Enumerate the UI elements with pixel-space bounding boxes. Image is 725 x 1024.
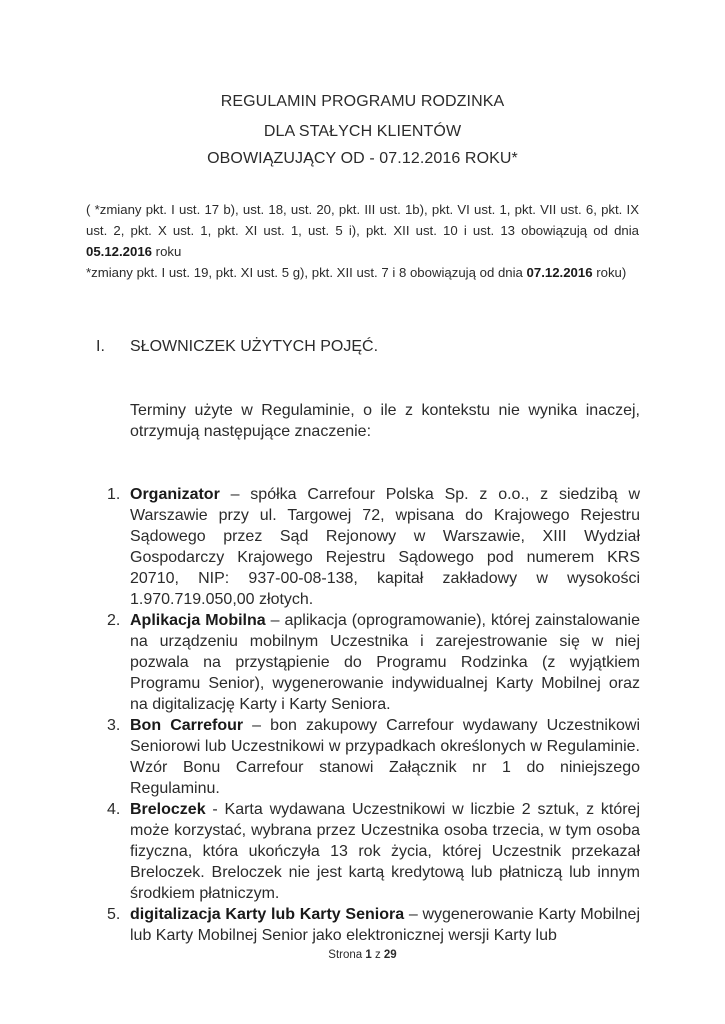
- definition-term: digitalizacja Karty lub Karty Seniora: [130, 906, 405, 923]
- definition-term: Aplikacja Mobilna: [130, 612, 266, 629]
- amendment-note-1: ( *zmiany pkt. I ust. 17 b), ust. 18, ust. 20, pkt. III ust. 1b), pkt. VI ust. 1, pkt. VII ust. 6, pkt. IX ust. 2, pkt. X ust. 1, pkt. XI ust. 1, ust. 5 i), pkt. XII ust. 10 i ust. 13 obowiązują od dnia 05.12.2016 roku: [86, 202, 639, 259]
- amendment-date-2: 07.12.2016: [526, 265, 593, 280]
- document-title-line-1: REGULAMIN PROGRAMU RODZINKA: [220, 93, 505, 110]
- total-pages-number: 29: [383, 949, 397, 961]
- current-page-number: 1: [365, 949, 372, 961]
- document-title-line-3: OBOWIĄZUJĄCY OD - 07.12.2016 ROKU*: [207, 150, 518, 167]
- section-title: SŁOWNICZEK UŻYTYCH POJĘĆ.: [130, 338, 379, 355]
- definition-term: Organizator: [130, 486, 220, 503]
- document-title-line-2: DLA STAŁYCH KLIENTÓW: [263, 123, 462, 140]
- definition-item: 2. Aplikacja Mobilna – aplikacja (oprogramowanie), której zainstalowanie na urządzeniu mobilnym Uczestnika i zarejestrowanie się w niej pozwala na przystąpienie do Programu Rodzinka (z wyjątkiem Programu Senior), wygenerowanie indywidualnej Karty Mobilnej oraz na digitalizację Karty i Karty Seniora.: [107, 612, 641, 713]
- section-number: I.: [96, 338, 105, 355]
- section-heading: [96, 338, 378, 356]
- definition-item: 3. Bon Carrefour – bon zakupowy Carrefour wydawany Uczestnikowi Seniorowi lub Uczestnikowi w przypadkach określonych w Regulaminie. Wzór Bonu Carrefour stanowi Załącznik nr 1 do niniejszego Regulaminu.: [107, 717, 640, 797]
- definition-text: – aplikacja (oprogramowanie), której zainstalowanie na urządzeniu mobilnym Uczestnika i zarejestrowanie się w niej pozwala na przystąpienie do Programu Rodzinka (z wyjątkiem Programu Senior), wygenerowanie indywidualnej Karty Mobilnej oraz na digitalizację Karty i Karty Seniora.: [130, 612, 641, 713]
- definition-text: – wygenerowanie Karty Mobilnej lub Karty Mobilnej Senior jako elektronicznej wersji Karty lub: [130, 906, 640, 944]
- amendment-notes: [86, 199, 639, 283]
- amendment-date-1: 05.12.2016: [86, 244, 153, 259]
- definition-item: 4. Breloczek - Karta wydawana Uczestnikowi w liczbie 2 sztuk, z której może korzystać, wybrana przez Uczestnika osoba trzecia, w tym osoba fizyczna, która ukończyła 13 rok życia, której Uczestnik przekazał Breloczek. Breloczek nie jest kartą kredytową lub płatniczą lub innym środkiem płatniczym.: [107, 801, 640, 902]
- definition-text: – spółka Carrefour Polska Sp. z o.o., z siedzibą w Warszawie przy ul. Targowej 72, wpisana do Krajowego Rejestru Sądowego przez Sąd Rejonowy w Warszawie, XIII Wydział Gospodarczy Krajowego Rejestru Sądowego pod numerem KRS 20710, NIP: 937-00-08-138, kapitał zakładowy w wysokości 1.970.719.050,00 złotych.: [130, 486, 640, 608]
- definition-item: 1. Organizator – spółka Carrefour Polska Sp. z o.o., z siedzibą w Warszawie przy ul. Targowej 72, wpisana do Krajowego Rejestru Sądowego przez Sąd Rejonowy w Warszawie, XIII Wydział Gospodarczy Krajowego Rejestru Sądowego pod numerem KRS 20710, NIP: 937-00-08-138, kapitał zakładowy w wysokości 1.970.719.050,00 złotych.: [107, 486, 640, 608]
- amendment-note-2: *zmiany pkt. I ust. 19, pkt. XI ust. 5 g), pkt. XII ust. 7 i 8 obowiązują od dnia 07.12.2016 roku): [86, 265, 627, 280]
- definitions-list: [107, 484, 641, 946]
- definition-term: Breloczek: [130, 801, 206, 818]
- intro-paragraph: Terminy użyte w Regulaminie, o ile z kontekstu nie wynika inaczej, otrzymują następujące znaczenie:: [130, 402, 640, 440]
- page-footer: Strona 1 z 29: [328, 949, 397, 961]
- definition-text: – bon zakupowy Carrefour wydawany Uczestnikowi Seniorowi lub Uczestnikowi w przypadkach określonych w Regulaminie. Wzór Bonu Carrefour stanowi Załącznik nr 1 do niniejszego Regulaminu.: [130, 717, 640, 797]
- definition-item: 5. digitalizacja Karty lub Karty Seniora – wygenerowanie Karty Mobilnej lub Karty Mobilnej Senior jako elektronicznej wersji Karty lub: [107, 906, 640, 944]
- definition-text: - Karta wydawana Uczestnikowi w liczbie 2 sztuk, z której może korzystać, wybrana przez Uczestnika osoba trzecia, w tym osoba fizyczna, która ukończyła 13 rok życia, której Uczestnik przekazał Breloczek. Breloczek nie jest kartą kredytową lub płatniczą lub innym środkiem płatniczym.: [130, 801, 640, 902]
- definition-term: Bon Carrefour: [130, 717, 244, 734]
